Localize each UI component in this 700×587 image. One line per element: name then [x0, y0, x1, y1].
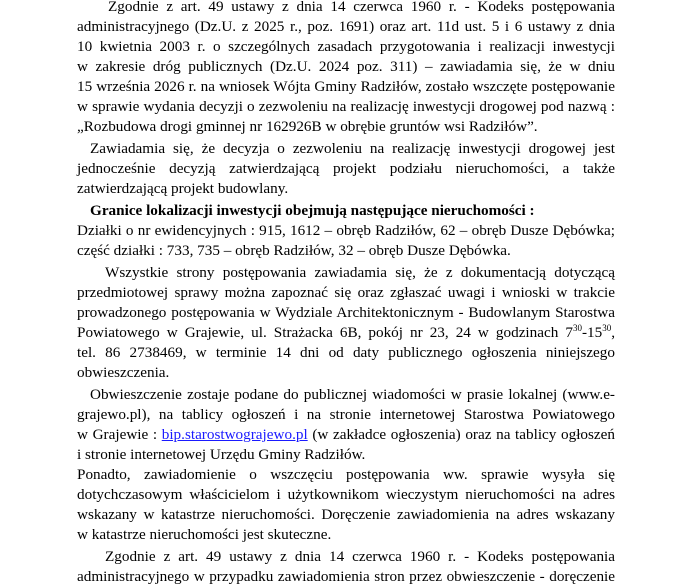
para1-line-1: Zgodnie z art. 49 ustawy z dnia 14 czerwca 1960 r. - Kodeks postępowania — [108, 0, 615, 15]
para1-line-5: 15 września 2026 r. na wniosek Wójta Gminy Radziłów, zostało wszczęte postępowanie — [77, 78, 615, 95]
para2-line-1: Zawiadamia się, że decyzja o zezwoleniu na realizację inwestycji drogowej jest — [90, 140, 615, 157]
para3-line-5: tel. 86 2738469, w terminie 14 dni od daty publicznego ogłoszenia niniejszego — [77, 344, 615, 361]
hours-sup-end: 30 — [602, 323, 612, 333]
para4-line-3 — [77, 425, 615, 445]
para4-line-3-before: w Grajewie : — [77, 426, 162, 443]
para1-line-4: w zakresie dróg publicznych (Dz.U. 2024 poz. 311) – zawiadamia się, że w dniu — [77, 58, 615, 75]
para5-line-1: Ponadto, zawiadomienie o wszczęciu postępowania ww. sprawie wysyła się — [77, 466, 615, 483]
para2-line-2: jednocześnie decyzją zatwierdzającą projekt podziału nieruchomości, a także — [77, 160, 615, 177]
bip-link[interactable]: bip.starostwograjewo.pl — [161, 426, 308, 443]
para6-line-1: Zgodnie z art. 49 ustawy z dnia 14 czerwca 1960 r. - Kodeks postępowania — [105, 548, 615, 565]
section-heading: Granice lokalizacji inwestycji obejmują następujące nieruchomości : — [90, 202, 535, 219]
para1-line-2: administracyjnego (Dz.U. z 2025 r., poz. 1691) oraz art. 11d ust. 5 i 6 ustawy z dnia — [77, 18, 615, 35]
para1-line-6: w sprawie wydania decyzji o zezwoleniu na realizację inwestycji drogowej pod nazwą : — [77, 98, 615, 115]
hours-mid: -15 — [581, 324, 603, 341]
para4-line-3-after: (w zakładce ogłoszenia) oraz na tablicy ogłoszeń — [307, 426, 615, 443]
hours-end: , — [611, 324, 615, 341]
para3-line-6: obwieszczenia. — [77, 364, 170, 381]
para2-line-3: zatwierdzającą projekt budowlany. — [77, 180, 289, 197]
parcels-line-2: część działki : 733, 735 – obręb Radziłów, 32 – obręb Dusze Dębówka. — [77, 242, 511, 259]
parcels-line-1: Działki o nr ewidencyjnych : 915, 1612 – obręb Radziłów, 62 – obręb Dusze Dębówka; — [77, 222, 615, 239]
hours-text: Powiatowego w Grajewie, ul. Strażacka 6B, pokój nr 23, 24 w godzinach 7 — [77, 324, 573, 341]
para3-line-2: przedmiotowej sprawy można zapoznać się oraz zgłaszać uwagi i wnioski w trakcie — [77, 284, 615, 301]
para6-line-2: administracyjnego w przypadku zawiadomienia stron przez obwieszczenie - doręczenie — [77, 568, 615, 585]
para5-line-2: dotychczasowym właścicielom i użytkownikom wieczystym nieruchomości na adres — [77, 486, 615, 503]
para1-line-7: „Rozbudowa drogi gminnej nr 162926B w obrębie gruntów wsi Radziłów”. — [77, 118, 538, 135]
para3-line-3: prowadzonego postępowania w Wydziale Architektonicznym - Budowlanym Starostwa — [77, 304, 615, 321]
hours-sup-start: 30 — [572, 323, 582, 333]
para3-line-4 — [77, 323, 615, 343]
para1-line-3: 10 kwietnia 2003 r. o szczególnych zasadach przygotowania i realizacji inwestycji — [77, 38, 615, 55]
para4-line-4: i stronie internetowej Urzędu Gminy Radziłów. — [77, 446, 366, 463]
para4-line-2: grajewo.pl), na tablicy ogłoszeń i na stronie internetowej Starostwa Powiatowego — [77, 406, 615, 423]
para4-line-1: Obwieszczenie zostaje podane do publicznej wiadomości w prasie lokalnej (www.e- — [90, 386, 615, 403]
para3-line-1: Wszystkie strony postępowania zawiadamia się, że z dokumentacją dotyczącą — [105, 264, 615, 281]
para5-line-3: wskazany w katastrze nieruchomości. Doręczenie zawiadomienia na adres wskazany — [77, 506, 615, 523]
para5-line-4: w katastrze nieruchomości jest skuteczne. — [77, 526, 332, 543]
